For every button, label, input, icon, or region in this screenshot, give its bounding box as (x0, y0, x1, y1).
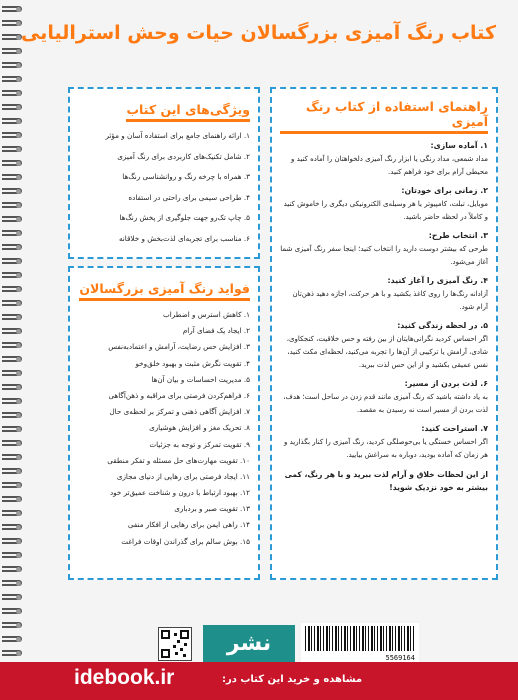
binding-hole (16, 343, 21, 348)
step-text: موبایل، تبلت، کامپیوتر یا هر وسیله‌ی الکترونیکی دیگری را خاموش کنید و کاملاً در لحظه حاضر باشید. (283, 200, 488, 221)
binding-hole (16, 63, 21, 68)
binding-hole (16, 413, 21, 418)
binding-hole (16, 105, 21, 110)
step-text: اگر احساس خستگی یا بی‌حوصلگی کردید، رنگ آمیزی را کنار بگذارید و هر زمان که آماده بودید، دوباره به سراغش بیایید. (284, 438, 488, 459)
binding-hole (16, 231, 21, 236)
binding-hole (16, 399, 21, 404)
binding-hole (16, 273, 21, 278)
guide-heading: راهنمای استفاده از کتاب رنگ آمیزی (280, 99, 488, 134)
step-text: اگر احساس کردید نگرانی‌هایتان از بین رفته و حس خلاقیت، کنجکاوی، شادی، آرامش یا ترکیبی از آن‌ها را تجربه می‌کنید، لحظه‌ای مکث کنید، نفس عمیقی بکشید و از این حس لذت ببرید. (286, 335, 488, 369)
list-item: ۱. ارائه راهنمای جامع برای استفاده آسان و مؤثر (105, 131, 250, 140)
binding-hole (16, 259, 21, 264)
binding-hole (16, 203, 21, 208)
list-item: ۱۵. بوش سالم برای گذراندن اوقات فراغت (121, 536, 250, 546)
binding-hole (16, 385, 21, 390)
binding-hole (16, 455, 21, 460)
site-link[interactable]: idebook.ir (74, 666, 175, 689)
binding-hole (16, 287, 21, 292)
guide-closing: از این لحظات خلاق و آرام لذت ببرید و با هر رنگ، کمی بیشتر به خود نزدیک شوید! (284, 470, 488, 492)
binding-hole (16, 315, 21, 320)
binding-hole (16, 301, 21, 306)
binding-hole (16, 7, 21, 12)
binding-hole (16, 133, 21, 138)
binding-hole (16, 77, 21, 82)
binding-hole (16, 581, 21, 586)
step-title: ۷. استراحت کنید: (421, 424, 488, 433)
binding-hole (16, 469, 21, 474)
binding-hole (16, 511, 21, 516)
step-title: ۲. زمانی برای خودتان: (401, 186, 488, 195)
qr-code[interactable] (158, 627, 192, 661)
list-item: ۱۳. تقویت صبر و بردباری (174, 504, 250, 514)
footer (0, 610, 518, 700)
step-text: آزادانه رنگ‌ها را روی کاغذ بکشید و با هر حرکت، اجازه دهید ذهن‌تان آرام شود. (292, 290, 488, 311)
binding-hole (16, 189, 21, 194)
step-text: مداد شمعی، مداد رنگی یا ابزار رنگ آمیزی دلخواهتان را آماده کنید و محیطی آرام برای خود فراهم کنید. (291, 155, 488, 176)
publisher-logo: نشر (203, 625, 295, 662)
binding-hole (16, 329, 21, 334)
binding-hole (16, 357, 21, 362)
binding-hole (16, 175, 21, 180)
guide-steps (280, 141, 488, 462)
binding-hole (16, 119, 21, 124)
list-item: ۲. ایجاد یک فضای آرام (182, 326, 250, 336)
step-title: ۶. لذت بردن از مسیر: (404, 379, 488, 388)
step-title: ۴. رنگ آمیزی را آغاز کنید: (387, 276, 488, 285)
barcode-number: 5569164 (385, 654, 415, 662)
list-item: ۶. مناسب برای تجربه‌ای لذت‌بخش و خلاقانه (118, 233, 250, 243)
binding-hole (16, 49, 21, 54)
list-item: ۳. همراه با چرخه رنگ و روانشناسی رنگ‌ها (122, 172, 250, 181)
barcode (301, 623, 419, 663)
list-item: ۴. تقویت نگرش مثبت و بهبود خلق‌وخو (135, 358, 250, 368)
spiral-binding (0, 0, 24, 700)
binding-hole (16, 147, 21, 152)
binding-hole (16, 245, 21, 250)
list-item: ۳. افزایش حس رضایت، آرامش و اعتماد‌به‌نفس (108, 342, 250, 352)
list-item: ۷. افزایش آگاهی ذهنی و تمرکز بر لحظه‌ی حال (109, 407, 250, 417)
list-item: ۸. تحریک مغز و افزایش هوشیاری (149, 423, 250, 433)
step-title: ۵. در لحظه زندگی کنید: (397, 321, 488, 330)
binding-hole (16, 371, 21, 376)
binding-hole (16, 91, 21, 96)
binding-hole (16, 427, 21, 432)
benefits-heading: فواید رنگ آمیزی بزرگسالان (79, 281, 250, 301)
list-item: ۹. تقویت تمرکز و توجه به جزئیات (149, 439, 250, 449)
step-title: ۱. آماده سازی: (430, 141, 488, 150)
binding-hole (16, 525, 21, 530)
binding-hole (16, 553, 21, 558)
binding-hole (16, 483, 21, 488)
binding-hole (16, 595, 21, 600)
binding-hole (16, 567, 21, 572)
features-list (78, 130, 250, 244)
features-heading: ویژگی‌های این کتاب (126, 102, 250, 122)
buy-text: مشاهده و خرید این کتاب در: (222, 674, 363, 685)
step-text: به یاد داشته باشید که رنگ آمیزی مانند قدم زدن در ساحل است؛ هدف، لذت بردن از مسیر است نه رسیدن به مقصد. (283, 393, 488, 414)
step-title: ۳. انتخاب طرح: (428, 231, 488, 240)
guide-box (270, 87, 498, 580)
list-item: ۱۱. ایجاد فرصتی برای رهایی از دنیای مجازی (116, 471, 250, 481)
list-item: ۱۰. تقویت مهارت‌های حل مسئله و تفکر منطقی (107, 455, 250, 465)
benefits-list (78, 309, 250, 547)
step-text: طرحی که بیشتر دوست دارید را انتخاب کنید؛ اینجا سفر رنگ آمیزی شما آغاز می‌شود. (280, 245, 488, 266)
binding-hole (16, 161, 21, 166)
binding-hole (16, 497, 21, 502)
features-box (68, 87, 260, 259)
binding-hole (16, 539, 21, 544)
benefits-box (68, 266, 260, 580)
list-item: ۴. طراحی سیمی برای راحتی در استفاده (128, 192, 250, 202)
list-item: ۶. فراهم‌کردن فرصتی برای مراقبه و ذهن‌آگاهی (108, 390, 250, 400)
binding-hole (16, 217, 21, 222)
list-item: ۵. چاپ تک‌رو جهت جلوگیری از پخش رنگ‌ها (119, 213, 250, 222)
list-item: ۱۴. راهی ایمن برای رهایی از افکار منفی (127, 520, 250, 530)
list-item: ۵. مدیریت احساسات و بیان آن‌ها (151, 374, 250, 384)
binding-hole (16, 441, 21, 446)
list-item: ۱. کاهش استرس و اضطراب (163, 310, 250, 319)
list-item: ۱۲. بهبود ارتباط با درون و شناخت عمیق‌تر خود (109, 488, 250, 498)
list-item: ۲. شامل تکنیک‌های کاربردی برای رنگ آمیزی (117, 151, 250, 161)
page-title: کتاب رنگ آمیزی بزرگسالان حیات وحش استرالیایی (21, 22, 496, 44)
